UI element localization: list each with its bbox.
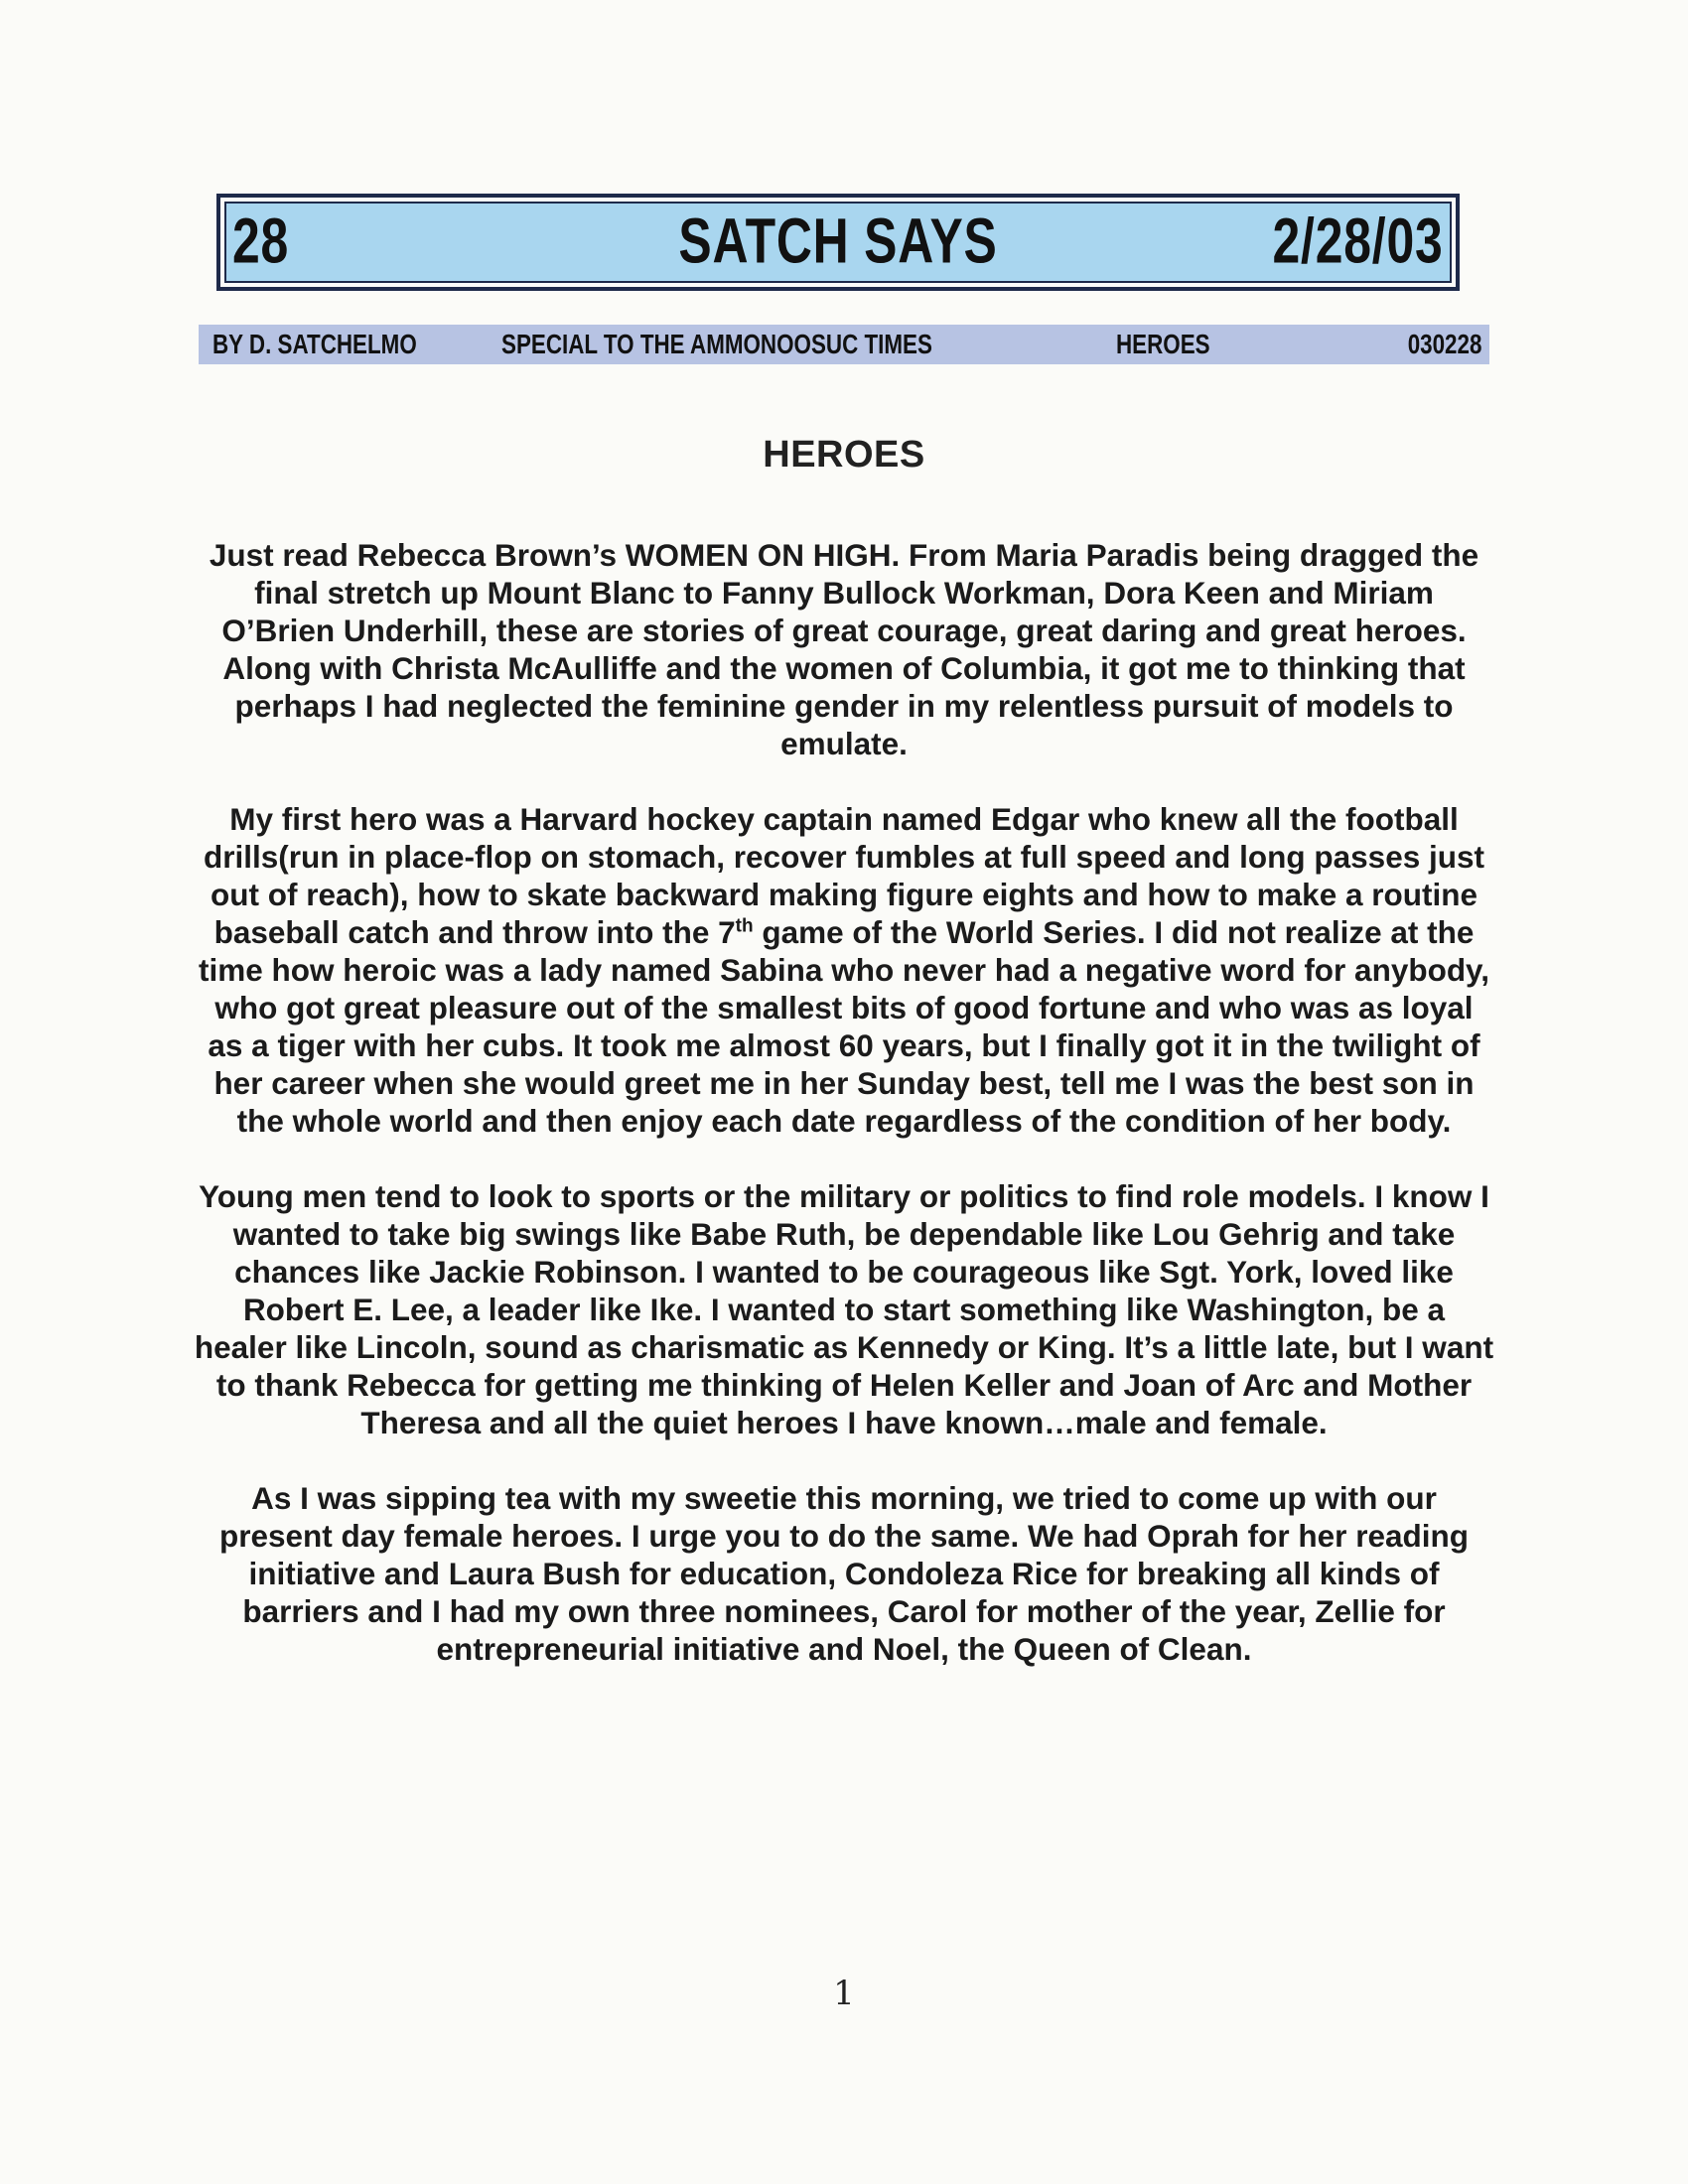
byline-author: BY D. SATCHELMO bbox=[212, 329, 417, 359]
byline-topic: HEROES bbox=[1116, 329, 1210, 359]
issue-date: 2/28/03 bbox=[1272, 205, 1444, 277]
issue-number: 28 bbox=[232, 205, 290, 277]
article-headline: HEROES bbox=[763, 434, 925, 476]
article-body bbox=[194, 536, 1494, 1706]
byline-code: 030228 bbox=[1407, 329, 1481, 359]
page-number: 1 bbox=[833, 1974, 855, 2013]
byline-bar bbox=[199, 325, 1489, 364]
article-paragraph-2 bbox=[194, 800, 1494, 1140]
masthead-banner bbox=[224, 202, 1452, 283]
masthead bbox=[216, 194, 1460, 291]
byline-publication: SPECIAL TO THE AMMONOOSUC TIMES bbox=[501, 329, 932, 359]
ordinal-suffix: th bbox=[735, 915, 754, 937]
paragraph-2-text-start: My first hero was a Harvard hockey captain named Edgar who knew all the football drills(run in place-flop on stomach, recover fumbles at full speed and long passes just out of reach), how to skate backward making figure eights and how to make a routine baseball catch and throw into the 7 bbox=[203, 801, 1484, 950]
column-title: SATCH SAYS bbox=[678, 205, 998, 277]
article-paragraph-4: As I was sipping tea with my sweetie this morning, we tried to come up with our present day female heroes. I urge you to do the same. We had Oprah for her reading initiative and Laura Bush for education, Condoleza Rice for breaking all kinds of barriers and I had my own three nominees, Carol for mother of the year, Zellie for entrepreneurial initiative and Noel, the Queen of Clean. bbox=[219, 1480, 1469, 1667]
paragraph-2-text-end: game of the World Series. I did not realize at the time how heroic was a lady named Sabina who never had a negative word for anybody, who got great pleasure out of the smallest bits of good fortune and who was as loyal as a tiger with her cubs. It took me almost 60 years, but I finally got it in the twilight of her career when she would greet me in her Sunday best, tell me I was the best son in the whole world and then enjoy each date regardless of the condition of her body. bbox=[199, 914, 1489, 1139]
article-paragraph-1: Just read Rebecca Brown’s WOMEN ON HIGH. From Maria Paradis being dragged the final stretch up Mount Blanc to Fanny Bullock Workman, Dora Keen and Miriam O’Brien Underhill, these are stories of great courage, great daring and great heroes. Along with Christa McAulliffe and the women of Columbia, it got me to thinking that perhaps I had neglected the feminine gender in my relentless pursuit of models to emulate. bbox=[209, 537, 1479, 761]
article-paragraph-3: Young men tend to look to sports or the military or politics to find role models. I know I wanted to take big swings like Babe Ruth, be dependable like Lou Gehrig and take chances like Jackie Robinson. I wanted to be courageous like Sgt. York, loved like Robert E. Lee, a leader like Ike. I wanted to start something like Washington, be a healer like Lincoln, sound as charismatic as Kennedy or King. It’s a little late, but I want to thank Rebecca for getting me thinking of Helen Keller and Joan of Arc and Mother Theresa and all the quiet heroes I have known…male and female. bbox=[194, 1178, 1494, 1440]
